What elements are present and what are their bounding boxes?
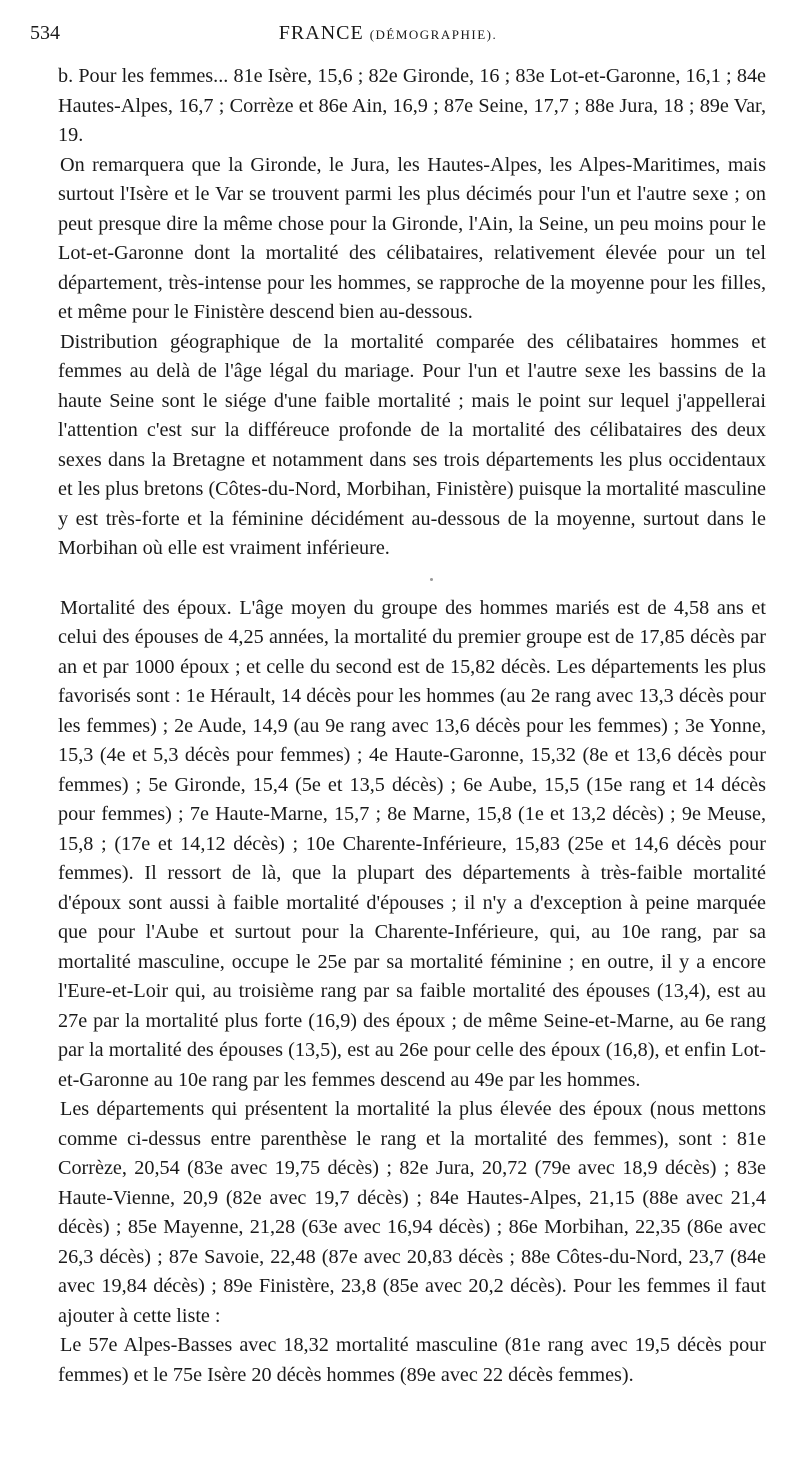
page-number: 534 xyxy=(30,22,60,44)
paragraph-remark: On remarquera que la Gironde, le Jura, les Hautes-Alpes, les Alpes-Maritimes, mais surtout l'Isère et le Var se trouvent parmi les plus décimés pour l'un et l'autre sexe ; on peut presque dire la même chose pour la Gironde, l'Ain, la Seine, un peu moins pour le Lot-et-Garonne dont la mortalité des célibataires, relativement élevée pour un tel département, très-intense pour les hommes, se rapproche de la moyenne pour les filles, et même pour le Finistère descend bien au-dessous. xyxy=(58,153,766,323)
page-header xyxy=(30,22,766,56)
running-head-sub: (DÉMOGRAPHIE). xyxy=(369,27,498,42)
paragraph-women-ranking: b. Pour les femmes... 81e Isère, 15,6 ; 82e Gironde, 16 ; 83e Lot-et-Garonne, 16,1 ; 84e Hautes-Alpes, 16,7 ; Corrèze et 86e Ain, 16,9 ; 87e Seine, 17,7 ; 88e Jura, 18 ; 89e Var, 19. xyxy=(58,65,766,146)
paragraph-addendum: Le 57e Alpes-Basses avec 18,32 mortalité masculine (81e rang avec 19,5 décès pour femmes) et le 75e Isère 20 décès hommes (89e avec 22 décès femmes). xyxy=(58,1334,766,1386)
paragraph-spouse-mortality: Mortalité des époux. L'âge moyen du groupe des hommes mariés est de 4,58 ans et celui des épouses de 4,25 années, la mortalité du premier groupe est de 17,85 décès par an et par 1000 époux ; et celle du second est de 15,82 décès. Les départements les plus favorisés sont : 1e Hérault, 14 décès pour les hommes (au 2e rang avec 13,3 décès pour les femmes) ; 2e Aude, 14,9 (au 9e rang avec 13,6 décès pour les femmes) ; 3e Yonne, 15,3 (4e et 5,3 décès pour femmes) ; 4e Haute-Garonne, 15,32 (8e et 13,6 décès pour femmes) ; 5e Gironde, 15,4 (5e et 13,5 décès) ; 6e Aube, 15,5 (15e rang et 14 décès pour femmes) ; 7e Haute-Marne, 15,7 ; 8e Marne, 15,8 (1e et 13,2 décès) ; 9e Meuse, 15,8 ; (17e et 14,12 décès) ; 10e Charente-Inférieure, 15,83 (25e et 14,6 décès pour femmes). Il ressort de là, que la plupart des départements à très-faible mortalité d'époux sont aussi à faible mortalité d'épouses ; il n'y a d'exception à peine marquée que pour l'Aube et surtout pour la Charente-Inférieure, qui, au 10e rang, par sa mortalité masculine, occupe le 25e par sa mortalité féminine ; en outre, il y a encore l'Eure-et-Loir qui, au troisième rang par sa faible mortalité des épouses (13,4), est au 27e par la mortalité plus forte (16,9) des époux ; de même Seine-et-Marne, au 6e rang par la mortalité des épouses (13,5), est au 26e pour celle des époux (16,8), et enfin Lot-et-Garonne au 10e rang par les femmes descend au 49e par les hommes. xyxy=(58,596,766,1091)
print-speck xyxy=(430,578,433,581)
running-head xyxy=(90,22,766,45)
section-gap xyxy=(58,564,766,594)
paragraph-highest-mortality: Les départements qui présentent la mortalité la plus élevée des époux (nous mettons comme ci-dessus entre parenthèse le rang et la mortalité des femmes), sont : 81e Corrèze, 20,54 (83e avec 19,75 décès) ; 82e Jura, 20,72 (79e avec 18,9 décès) ; 83e Haute-Vienne, 20,9 (82e avec 19,7 décès) ; 84e Hautes-Alpes, 21,15 (88e avec 21,4 décès) ; 85e Mayenne, 21,28 (63e avec 16,94 décès) ; 86e Morbihan, 22,35 (86e avec 26,3 décès) ; 87e Savoie, 22,48 (87e avec 20,83 décès ; 88e Côtes-du-Nord, 23,7 (84e avec 19,84 décès) ; 89e Finistère, 23,8 (85e avec 20,2 décès). Pour les femmes il faut ajouter à cette liste : xyxy=(58,1098,766,1327)
running-head-main: FRANCE xyxy=(278,22,364,44)
paragraph-geographic-distribution: Distribution géographique de la mortalité comparée des célibataires hommes et femmes au delà de l'âge légal du mariage. Pour l'un et l'autre sexe les bassins de la haute Seine sont le siége d'une faible mortalité ; mais le point sur lequel j'appellerai l'attention c'est sur la différeuce profonde de la mortalité des célibataires des deux sexes dans la Bretagne et notamment dans ses trois départements les plus occidentaux et les plus bretons (Côtes-du-Nord, Morbihan, Finistère) puisque la mortalité masculine y est très-forte et la féminine décidément au-dessous de la moyenne, surtout dans le Morbihan où elle est vraiment inférieure. xyxy=(58,330,766,559)
